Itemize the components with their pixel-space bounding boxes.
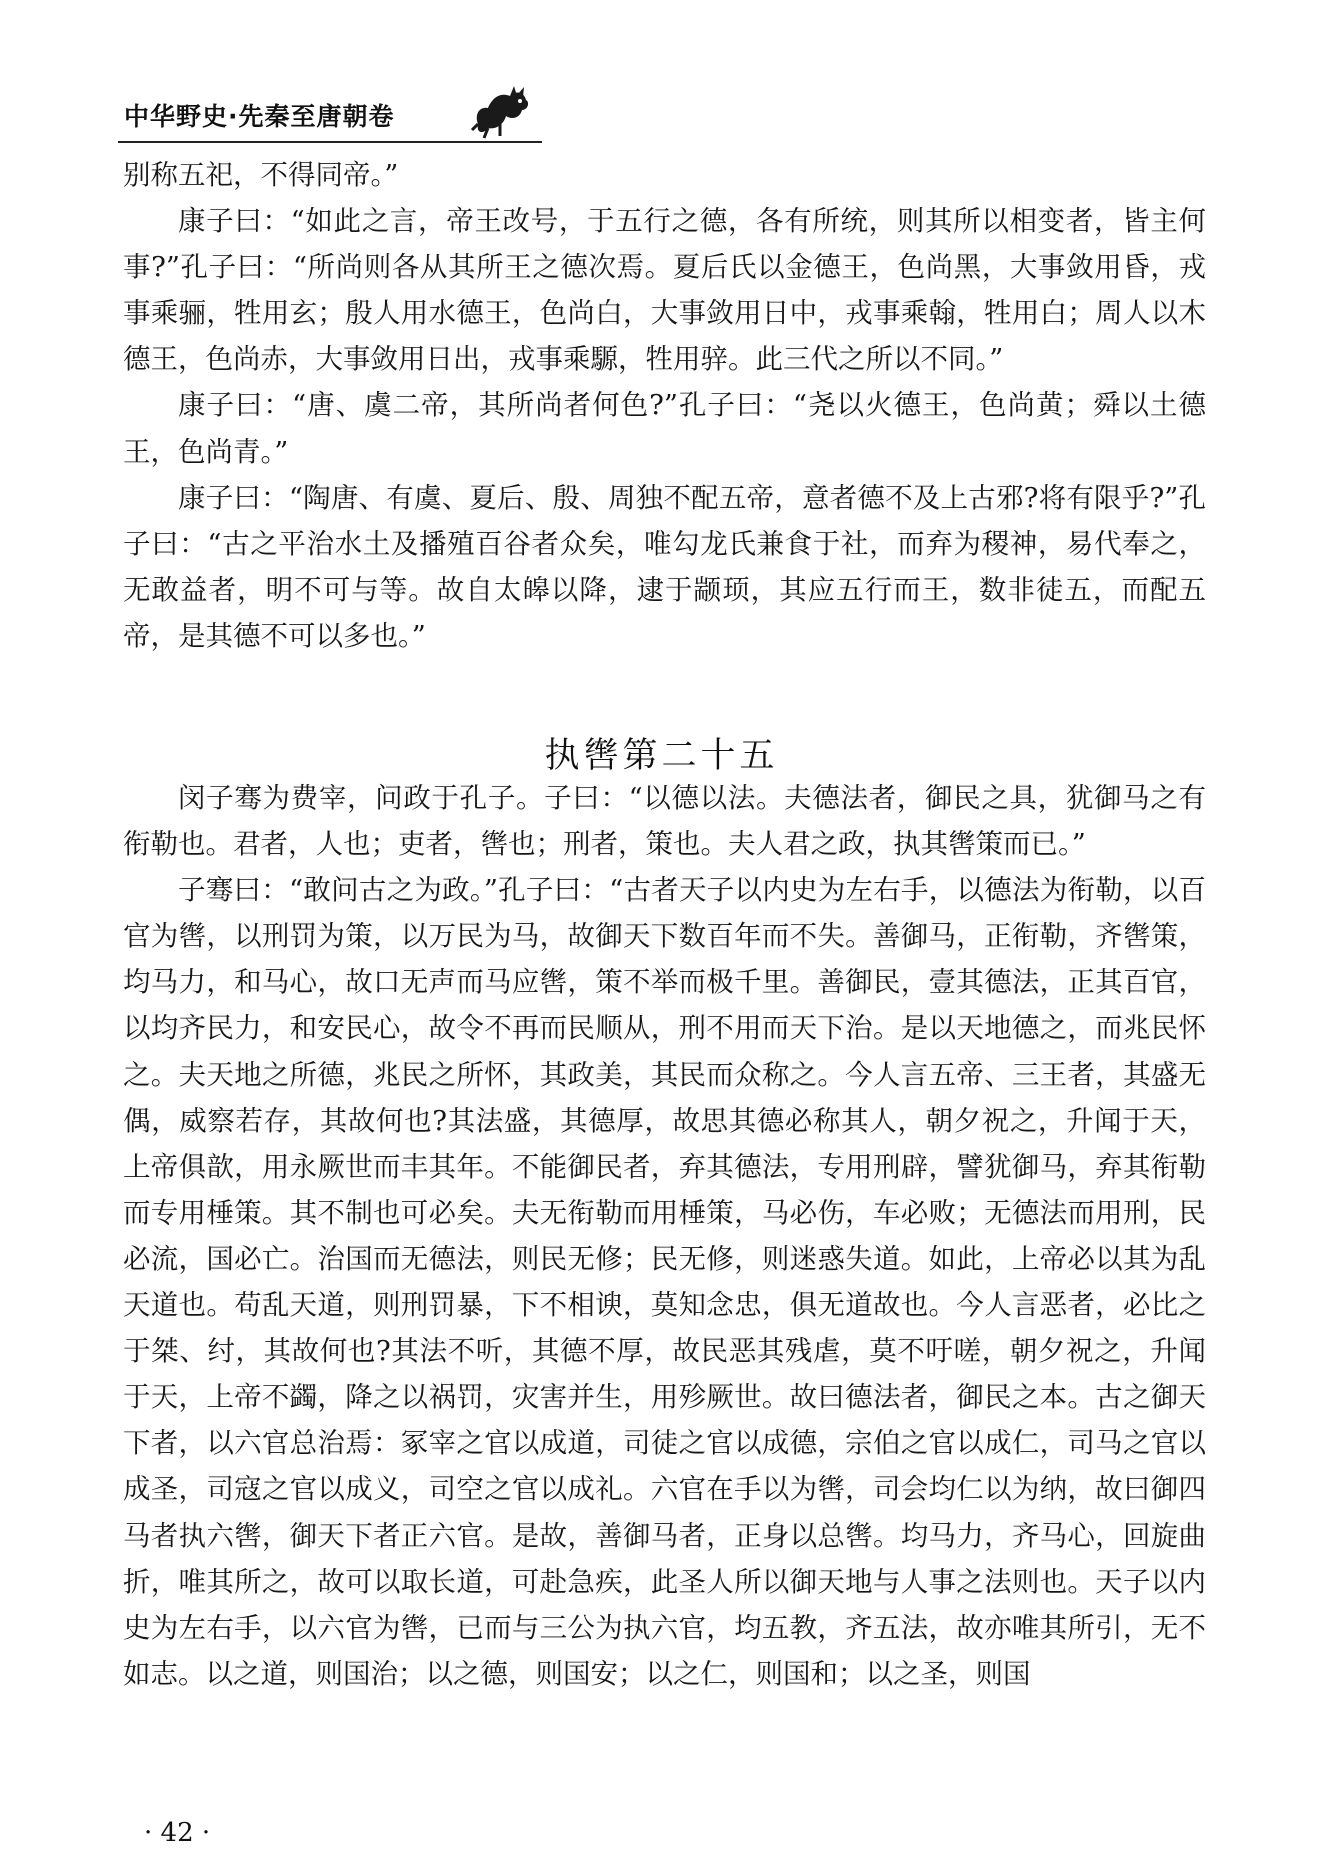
dragon-icon: [470, 84, 532, 140]
header-rule: [118, 141, 542, 143]
paragraph: 别称五祀，不得同帝。”: [123, 159, 399, 191]
paragraph: 康子曰：“陶唐、有虞、夏后、殷、周独不配五帝，意者德不及上古邪?将有限乎?”孔子曰：“古之平治水土及播殖百谷者众矣，唯勾龙氏兼食于社，而弃为稷神，易代奉之，无敢益者，明不可与等。故自太皞以降，逮于颛顼，其应五行而王，数非徒五，而配五帝，是其德不可以多也。”: [123, 481, 1206, 652]
paragraph: 闵子骞为费宰，问政于孔子。子曰：“以德以法。夫德法者，御民之具，犹御马之有衔勒也。君者，人也；吏者，辔也；刑者，策也。夫人君之政，执其辔策而已。”: [123, 782, 1206, 861]
paragraph: 康子曰：“如此之言，帝王改号，于五行之德，各有所统，则其所以相变者，皆主何事?”孔子曰：“所尚则各从其所王之德次焉。夏后氏以金德王，色尚黑，大事敛用昏，戎事乘骊，牲用玄；殷人用水德王，色尚白，大事敛用日中，戎事乘翰，牲用白；周人以木德王，色尚赤，大事敛用日出，戎事乘騵，牲用骍。此三代之所以不同。”: [123, 205, 1206, 376]
paragraph: 子骞曰：“敢问古之为政。”孔子曰：“古者天子以内史为左右手，以德法为衔勒，以百官为辔，以刑罚为策，以万民为马，故御天下数百年而不失。善御马，正衔勒，齐辔策，均马力，和马心，故口无声而马应辔，策不举而极千里。善御民，壹其德法，正其百官，以均齐民力，和安民心，故令不再而民顺从，刑不用而天下治。是以天地德之，而兆民怀之。夫天地之所德，兆民之所怀，其政美，其民而众称之。今人言五帝、三王者，其盛无偶，威察若存，其故何也?其法盛，其德厚，故思其德必称其人，朝夕祝之，升闻于天，上帝俱歆，用永厥世而丰其年。不能御民者，弃其德法，专用刑辟，譬犹御马，弃其衔勒而专用棰策。其不制也可必矣。夫无衔勒而用棰策，马必伤，车必败；无德法而用刑，民必流，国必亡。治国而无德法，则民无修；民无修，则迷惑失道。如此，上帝必以其为乱天道也。苟乱天道，则刑罚暴，下不相谀，莫知念忠，俱无道故也。今人言恶者，必比之于桀、纣，其故何也?其法不听，其德不厚，故民恶其残虐，莫不吁嗟，朝夕祝之，升闻于天，上帝不蠲，降之以祸罚，灾害并生，用殄厥世。故曰德法者，御民之本。古之御天下者，以六官总治焉：冢宰之官以成道，司徒之官以成德，宗伯之官以成仁，司马之官以成圣，司寇之官以成义，司空之官以成礼。六官在手以为辔，司会均仁以为纳，故曰御四马者执六辔，御天下者正六官。是故，善御马者，正身以总辔。均马力，齐马心，回旋曲折，唯其所之，故可以取长道，可赴急疾，此圣人所以御天地与人事之法则也。天子以内史为左右手，以六官为辔，已而与三公为执六官，均五教，齐五法，故亦唯其所引，无不如志。以之道，则国治；以之德，则国安；以之仁，则国和；以之圣，则国: [123, 874, 1206, 1690]
section-heading: 执辔第二十五: [544, 736, 779, 776]
running-head: 中华野史·先秦至唐朝卷: [124, 102, 395, 131]
text-block-before-heading: [123, 152, 1206, 659]
paragraph: 康子曰：“唐、虞二帝，其所尚者何色?”孔子曰：“尧以火德王，色尚黄；舜以土德王，色尚青。”: [123, 389, 1206, 468]
text-block-after-heading: [123, 775, 1206, 1697]
page-number: · 42 ·: [144, 1818, 211, 1848]
